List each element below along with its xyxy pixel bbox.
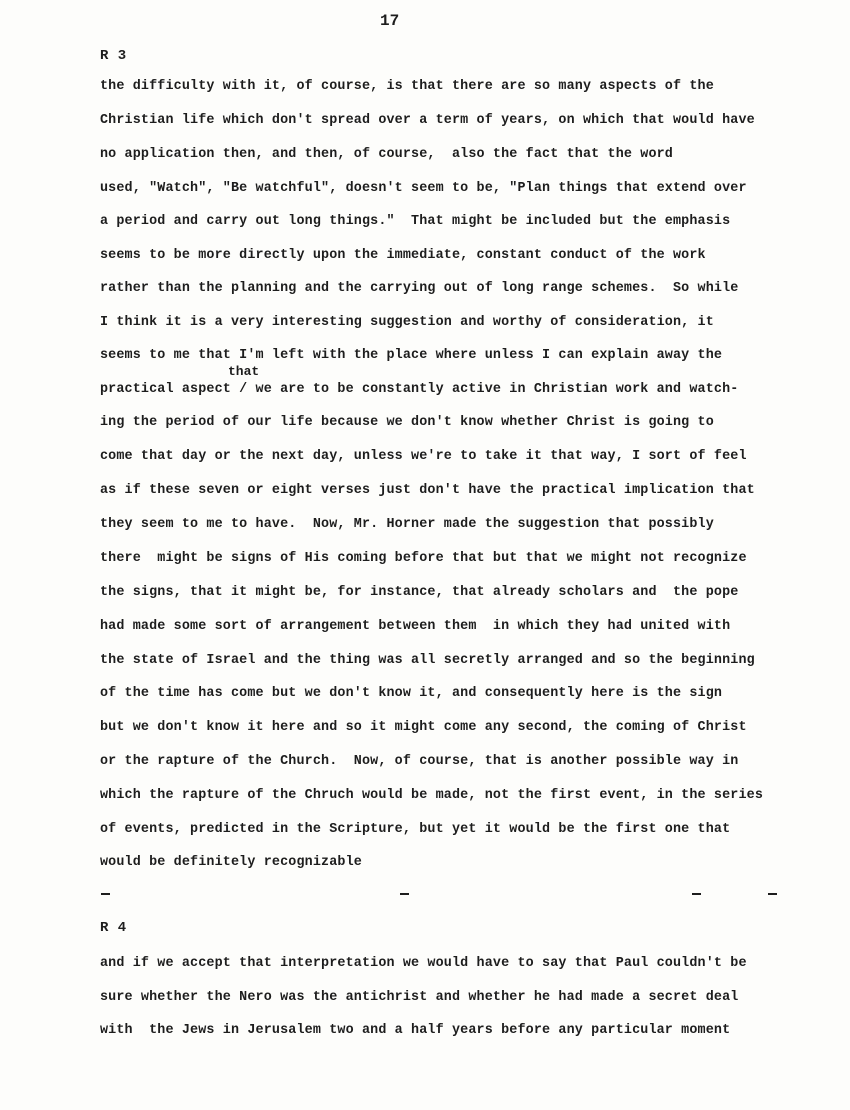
text-line: or the rapture of the Church. Now, of course, that is another possible way in (100, 754, 739, 769)
text-line: and if we accept that interpretation we would have to say that Paul couldn't be (100, 956, 747, 971)
separator-dash (101, 893, 110, 895)
text-line: they seem to me to have. Now, Mr. Horner made the suggestion that possibly (100, 517, 714, 532)
text-line: ing the period of our life because we don't know whether Christ is going to (100, 415, 714, 430)
text-line: seems to me that I'm left with the place where unless I can explain away the (100, 348, 723, 363)
separator-dash (692, 893, 701, 895)
text-line: which the rapture of the Chruch would be made, not the first event, in the series (100, 788, 764, 803)
text-line: sure whether the Nero was the antichrist and whether he had made a secret deal (100, 990, 739, 1005)
separator-dash (768, 893, 777, 895)
text-line: with the Jews in Jerusalem two and a half years before any particular moment (100, 1023, 731, 1038)
text-line: of events, predicted in the Scripture, but yet it would be the first one that (100, 822, 731, 837)
text-line: the signs, that it might be, for instance, that already scholars and the pope (100, 585, 739, 600)
text-line: there might be signs of His coming before that but that we might not recognize (100, 551, 747, 566)
text-line: no application then, and then, of course, also the fact that the word (100, 147, 673, 162)
section-label-r4: R 4 (100, 920, 127, 936)
section-label-r3: R 3 (100, 48, 127, 64)
text-line: rather than the planning and the carrying out of long range schemes. So while (100, 281, 739, 296)
text-line: of the time has come but we don't know it, and consequently here is the sign (100, 686, 723, 701)
text-line: used, "Watch", "Be watchful", doesn't seem to be, "Plan things that extend over (100, 181, 747, 196)
text-line: but we don't know it here and so it might come any second, the coming of Christ (100, 720, 747, 735)
text-line: would be definitely recognizable (100, 855, 362, 870)
text-line: had made some sort of arrangement between them in which they had united with (100, 619, 731, 634)
separator-dash (400, 893, 409, 895)
text-line: practical aspect / we are to be constantly active in Christian work and watch- (100, 382, 739, 397)
text-line: come that day or the next day, unless we're to take it that way, I sort of feel (100, 449, 747, 464)
text-line: the difficulty with it, of course, is that there are so many aspects of the (100, 79, 714, 94)
text-line: as if these seven or eight verses just don't have the practical implication that (100, 483, 755, 498)
interlinear-insert: that (228, 364, 260, 379)
page-number: 17 (380, 12, 400, 30)
text-line: I think it is a very interesting suggestion and worthy of consideration, it (100, 315, 714, 330)
text-line: seems to be more directly upon the immediate, constant conduct of the work (100, 248, 706, 263)
text-line: the state of Israel and the thing was all secretly arranged and so the beginning (100, 653, 755, 668)
text-line: a period and carry out long things." That might be included but the emphasis (100, 214, 731, 229)
text-line: Christian life which don't spread over a term of years, on which that would have (100, 113, 755, 128)
